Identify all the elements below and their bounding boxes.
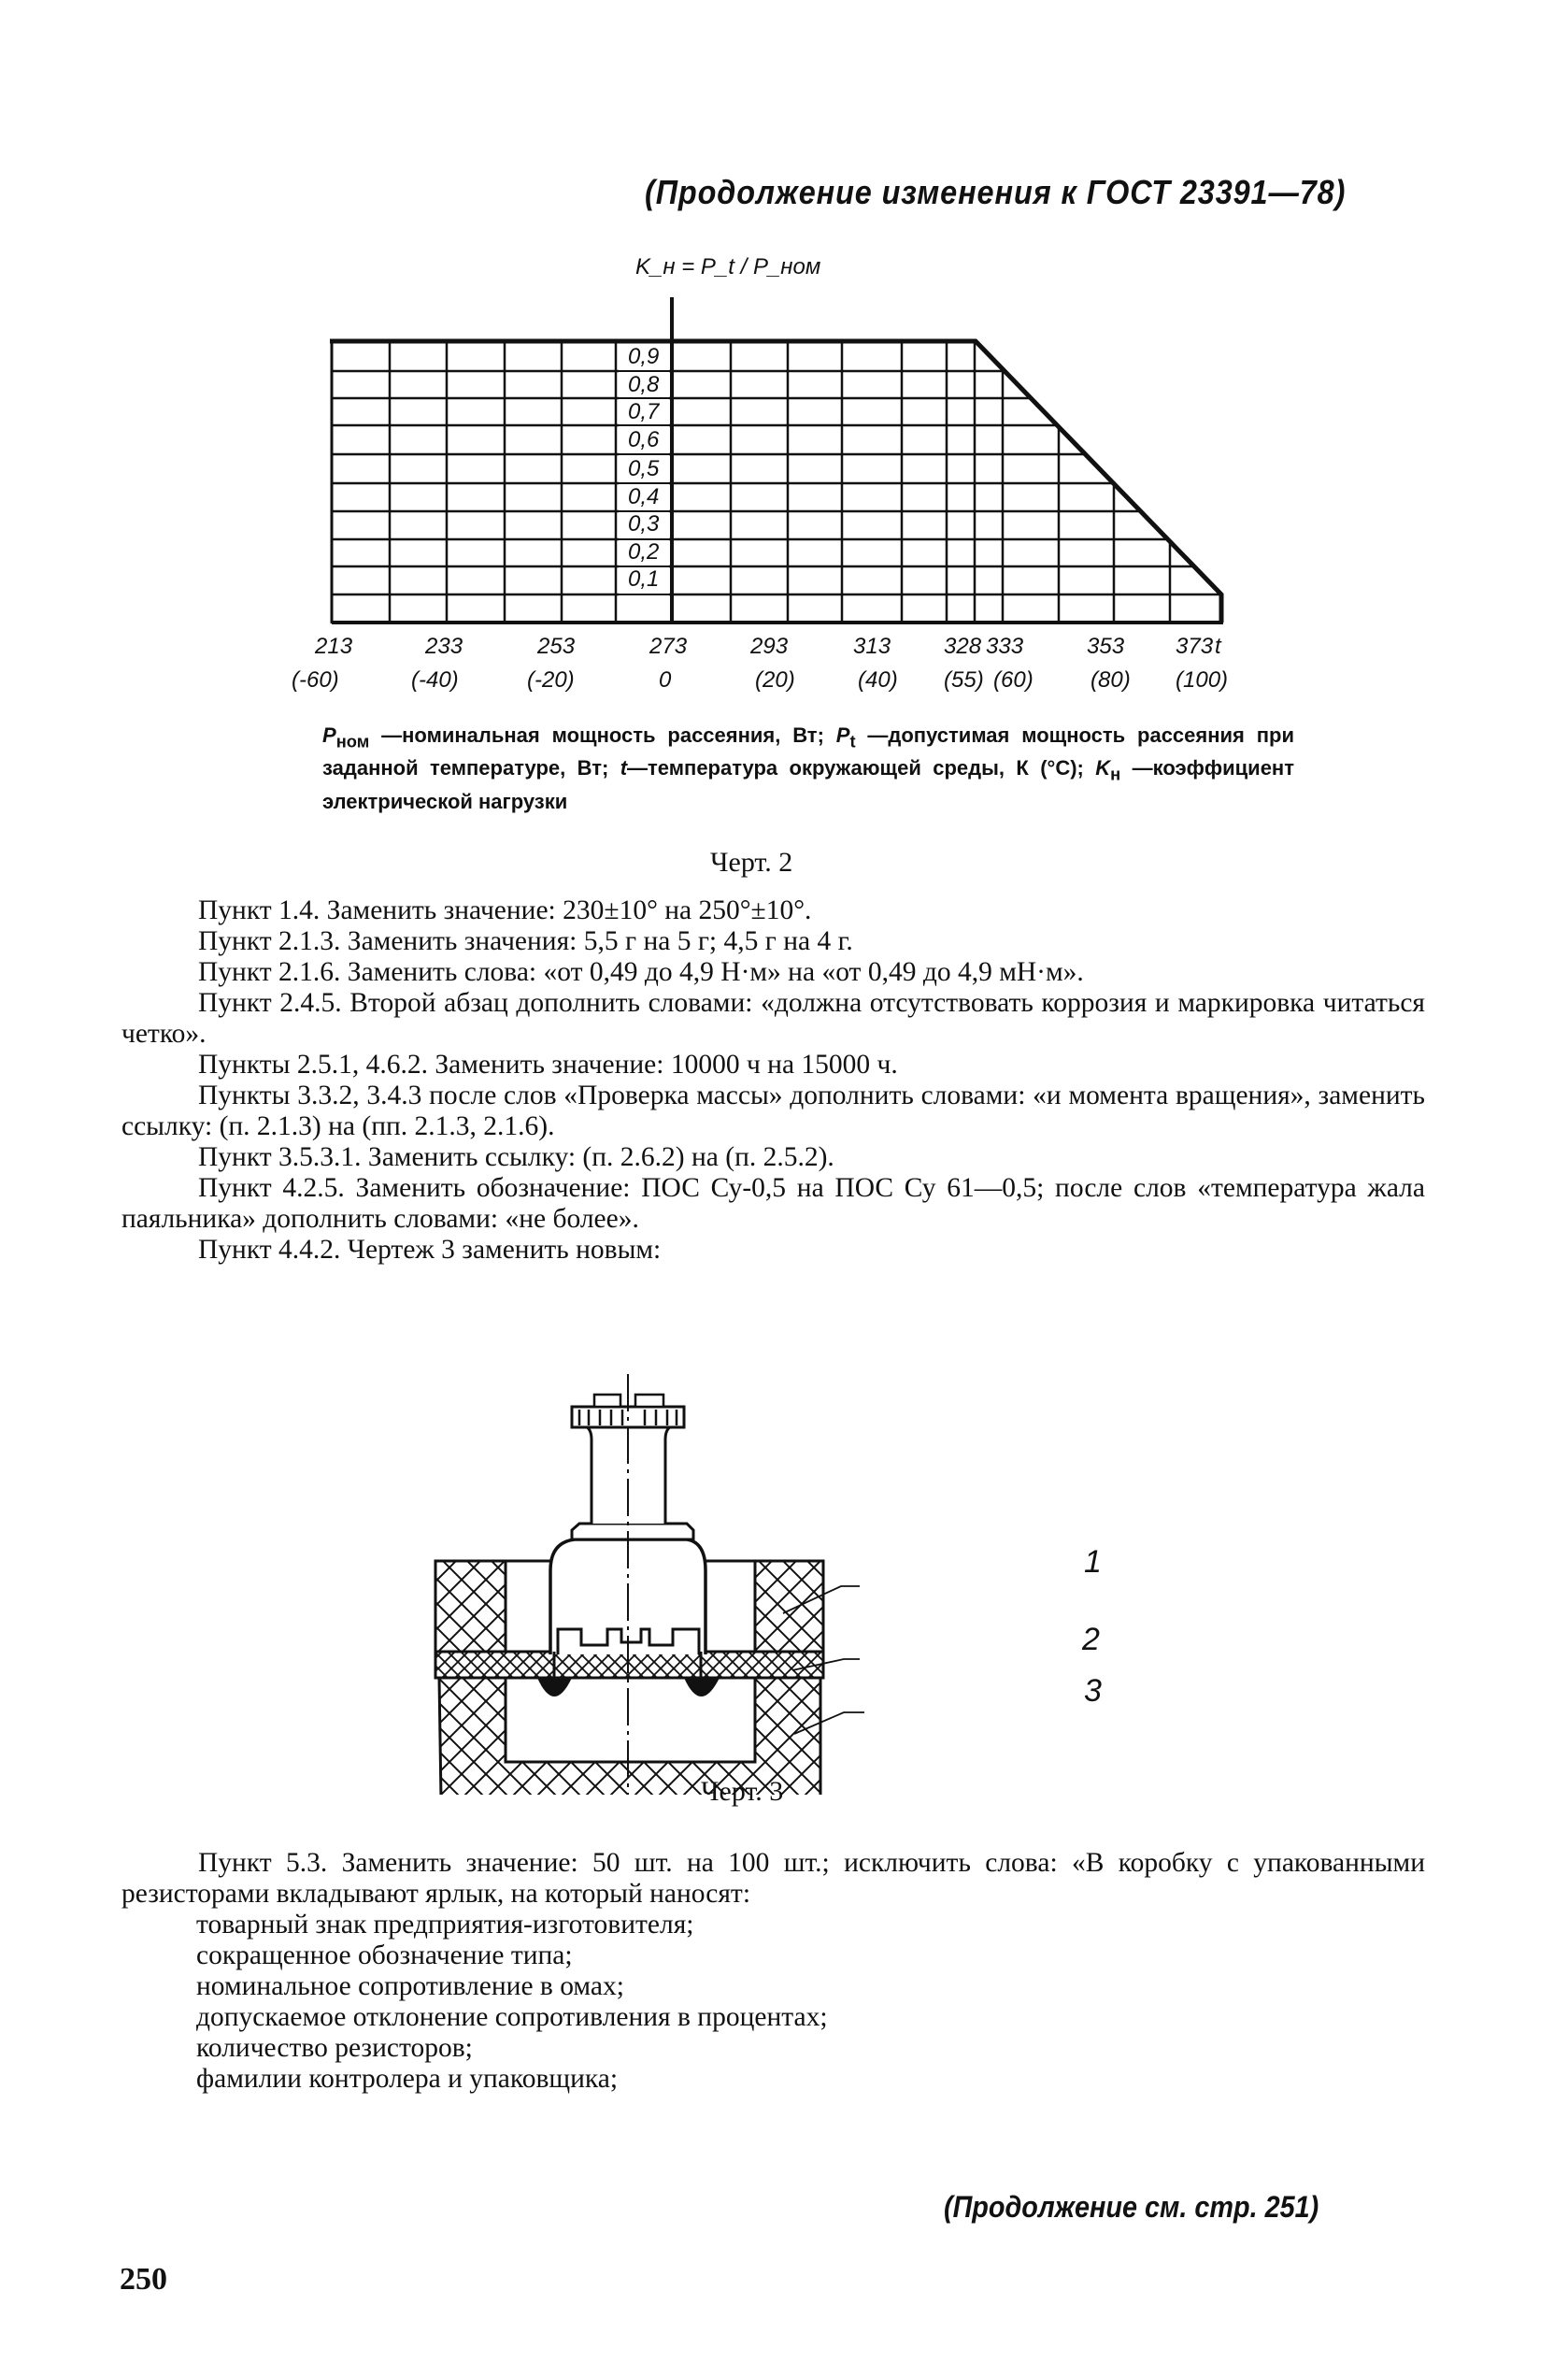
list-item: количество резисторов; [196, 2033, 473, 2063]
paragraph-3-3-2: Пункты 3.3.2, 3.4.3 после слов «Проверка массы» дополнить словами: «и момента вращения», заменить ссылку: (п. 2.1.3) на (пп. 2.1.3, 2.1.6). [121, 1081, 1425, 1141]
y-tick-0-2: 0,2 [628, 539, 660, 565]
y-tick-0-5: 0,5 [628, 456, 660, 481]
y-tick-0-8: 0,8 [628, 372, 660, 397]
paragraph-5-3: Пункт 5.3. Заменить значение: 50 шт. на 100 шт.; исключить слова: «В коробку с упакованными резисторами вкладывают ярлык, на который наносят: [121, 1848, 1425, 1909]
housing-right-block [755, 1561, 823, 1652]
list-item: сокращенное обозначение типа; [196, 1940, 573, 1970]
x-tick-kelvin: 293 [750, 634, 789, 659]
paragraph-4-4-2: Пункт 4.4.2. Чертеж 3 заменить новым: [198, 1235, 662, 1265]
x-tick-kelvin: 353 [1087, 634, 1125, 659]
list-item: фамилии контролера и упаковщика; [196, 2064, 619, 2094]
solder-joint-right [684, 1678, 720, 1696]
x-axis-symbol: t [1215, 634, 1221, 659]
x-tick-celsius: (100) [1176, 667, 1229, 693]
figure-3-drawing [411, 1346, 1177, 1795]
y-tick-0-4: 0,4 [628, 484, 660, 509]
paragraph-2-4-5: Пункт 2.4.5. Второй абзац дополнить словами: «должна отсутствовать коррозия и маркировка читаться четко». [121, 988, 1425, 1049]
paragraph-2-1-3: Пункт 2.1.3. Заменить значения: 5,5 г на 5 г; 4,5 г на 4 г. [198, 926, 853, 956]
figure-3-caption: Черт. 3 [701, 1776, 784, 1807]
x-tick-celsius: 0 [659, 667, 672, 693]
x-tick-kelvin: 273 [649, 634, 688, 659]
paragraph-5-3-block [121, 1848, 1425, 1910]
x-tick-kelvin: 233 [425, 634, 463, 659]
x-tick-celsius: (80) [1090, 667, 1131, 693]
x-tick-celsius: (-20) [527, 667, 575, 693]
chart-y-axis-label: K_н = P_t / P_ном [635, 254, 821, 279]
housing-left-block [435, 1561, 506, 1652]
x-tick-celsius: (60) [993, 667, 1033, 693]
x-tick-kelvin: 328 [944, 634, 982, 659]
derating-chart [0, 0, 1568, 673]
y-tick-0-7: 0,7 [628, 399, 660, 424]
list-item: товарный знак предприятия-изготовителя; [196, 1910, 694, 1940]
callout-1: 1 [1084, 1544, 1102, 1580]
paragraph-2-1-6: Пункт 2.1.6. Заменить слова: «от 0,49 до 4,9 Н·м» на «от 0,49 до 4,9 мН·м». [198, 957, 1084, 987]
page-header-continuation: (Продолжение изменения к ГОСТ 23391—78) [645, 173, 1347, 211]
paragraph-3-5-3-1: Пункт 3.5.3.1. Заменить ссылку: (п. 2.6.2) на (п. 2.5.2). [198, 1142, 834, 1172]
chart-mask [976, 339, 1233, 594]
figure-2-caption: Черт. 2 [710, 847, 793, 878]
label-contents-list [196, 1910, 1411, 2095]
amendment-paragraphs [121, 895, 1425, 1266]
x-tick-celsius: (-40) [411, 667, 459, 693]
y-tick-0-3: 0,3 [628, 511, 660, 537]
solder-joint-left [537, 1678, 572, 1696]
y-tick-0-9: 0,9 [628, 344, 660, 369]
x-tick-celsius: (-60) [292, 667, 339, 693]
x-tick-celsius: (40) [858, 667, 898, 693]
x-tick-kelvin: 313 [853, 634, 891, 659]
board-layer [435, 1652, 823, 1678]
x-tick-kelvin: 333 [986, 634, 1024, 659]
x-tick-kelvin: 373 [1176, 634, 1214, 659]
chart-legend: $P_{ном}$ —номинальная мощность рассеяния, Вт; $P_t$ —допустимая мощность рассеяния при заданной температуре, Вт; t—температура окружающей среды, К (°С); $K_н$ —коэффициент электрической нагрузки [322, 723, 1294, 813]
x-tick-celsius: (20) [755, 667, 795, 693]
x-tick-kelvin: 213 [315, 634, 353, 659]
y-tick-0-6: 0,6 [628, 427, 660, 452]
paragraph-2-5-1: Пункты 2.5.1, 4.6.2. Заменить значение: 10000 ч на 15000 ч. [198, 1050, 898, 1080]
footer-continuation: (Продолжение см. стр. 251) [944, 2190, 1319, 2224]
list-item: номинальное сопротивление в омах; [196, 1971, 624, 2001]
list-item: допускаемое отклонение сопротивления в процентах; [196, 2002, 828, 2032]
paragraph-1-4: Пункт 1.4. Заменить значение: 230±10° на 250°±10°. [198, 895, 812, 925]
callout-2: 2 [1082, 1622, 1100, 1657]
callout-3: 3 [1084, 1673, 1102, 1709]
page-number: 250 [120, 2262, 167, 2297]
x-tick-celsius: (55) [944, 667, 984, 693]
x-tick-kelvin: 253 [537, 634, 576, 659]
y-tick-0-1: 0,1 [628, 566, 660, 592]
paragraph-4-2-5: Пункт 4.2.5. Заменить обозначение: ПОС Су-0,5 на ПОС Су 61—0,5; после слов «температура жала паяльника» дополнить словами: «не более». [121, 1173, 1425, 1234]
